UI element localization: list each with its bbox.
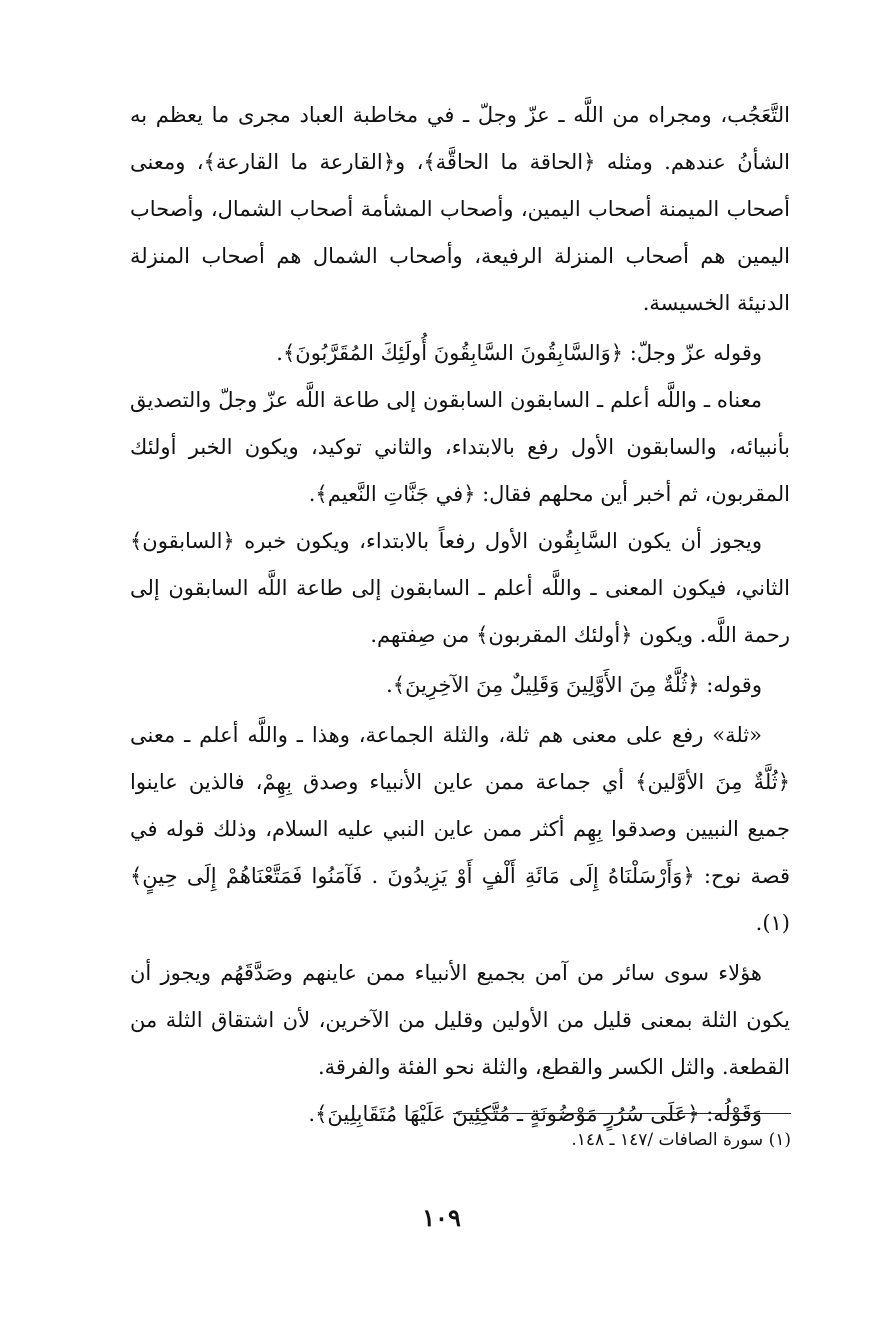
main-text bbox=[130, 92, 790, 1138]
paragraph: وَقَوْلُه: ﴿عَلَى سُرُرٍ مَوْضُونَةٍ ـ مُتَّكِئِينَ عَلَيْهَا مُتَقَابِلِينَ﴾. bbox=[308, 1102, 762, 1126]
paragraph: معناه ـ واللَّه أعلم ـ السابقون السابقون إلى طاعة اللَّه عزّ وجلّ والتصديق بأنبيائه، والسابقون الأول رفع بالابتداء، والثاني توكيد، ويكون الخبر أولئك المقربون، ثم أخبر أين محلهم فقال: ﴿في جَنَّاتِ النَّعيم﴾. bbox=[130, 388, 790, 506]
paragraph: «ثلة» رفع على معنى هم ثلة، والثلة الجماعة، وهذا ـ واللَّه أعلم ـ معنى ﴿ثُلَّةٌ مِنَ الأوَّلين﴾ أي جماعة ممن عاين الأنبياء وصدق بِهِمْ، فالذين عاينوا جميع النبيين وصدقوا بِهِم أكثر ممن عاين النبي عليه السلام، وذلك قوله في قصة نوح: ﴿وَأَرْسَلْنَاهُ إِلَى مَائَةِ أَلْفٍ أَوْ يَزِيدُونَ . فَآمَنُوا فَمَتَّعْنَاهُمْ إِلَى حِينٍ﴾(١). bbox=[130, 723, 790, 935]
paragraph: ويجوز أن يكون السَّابِقُون الأول رفعاً بالابتداء، ويكون خبره ﴿السابقون﴾ الثاني، فيكون المعنى ـ واللَّه أعلم ـ السابقون إلى طاعة اللَّه السابقون إلى رحمة اللَّه. ويكون ﴿أولئك المقربون﴾ من صِفتهم. bbox=[130, 529, 790, 647]
paragraph: وقوله: ﴿ثُلَّةٌ مِنَ الأَوَّلِينَ وَقَلِيلٌ مِنَ الآخِرِينَ﴾. bbox=[386, 673, 762, 697]
page-number: ١٠٩ bbox=[422, 1203, 461, 1232]
footnote-divider bbox=[453, 1113, 791, 1114]
paragraph: هؤلاء سوى سائر من آمن بجميع الأنبياء ممن عاينهم وصَدَّقَهُم ويجوز أن يكون الثلة بمعنى قليل من الأولين وقليل من الآخرين، لأن اشتقاق الثلة من القطعة. والثل الكسر والقطع، والثلة نحو الفئة والفرقة. bbox=[130, 961, 790, 1079]
footnote: (١) سورة الصافات /١٤٧ ـ ١٤٨. bbox=[571, 1130, 791, 1150]
paragraph: التَّعَجُب، ومجراه من اللَّه ـ عزّ وجلّ ـ في مخاطبة العباد مجرى ما يعظم به الشأنُ عندهم. ومثله ﴿الحاقة ما الحاقَّة﴾، و﴿القارعة ما القارعة﴾، ومعنى أصحاب الميمنة أصحاب اليمين، وأصحاب المشأمة أصحاب الشمال، وأصحاب اليمين هم أصحاب المنزلة الرفيعة، وأصحاب الشمال هم أصحاب المنزلة الدنيئة الخسيسة. bbox=[130, 103, 790, 315]
paragraph: وقوله عزّ وجلّ: ﴿وَالسَّابِقُونَ السَّابِقُونَ أُولَئِكَ المُقَرَّبُونَ﴾. bbox=[276, 341, 762, 365]
